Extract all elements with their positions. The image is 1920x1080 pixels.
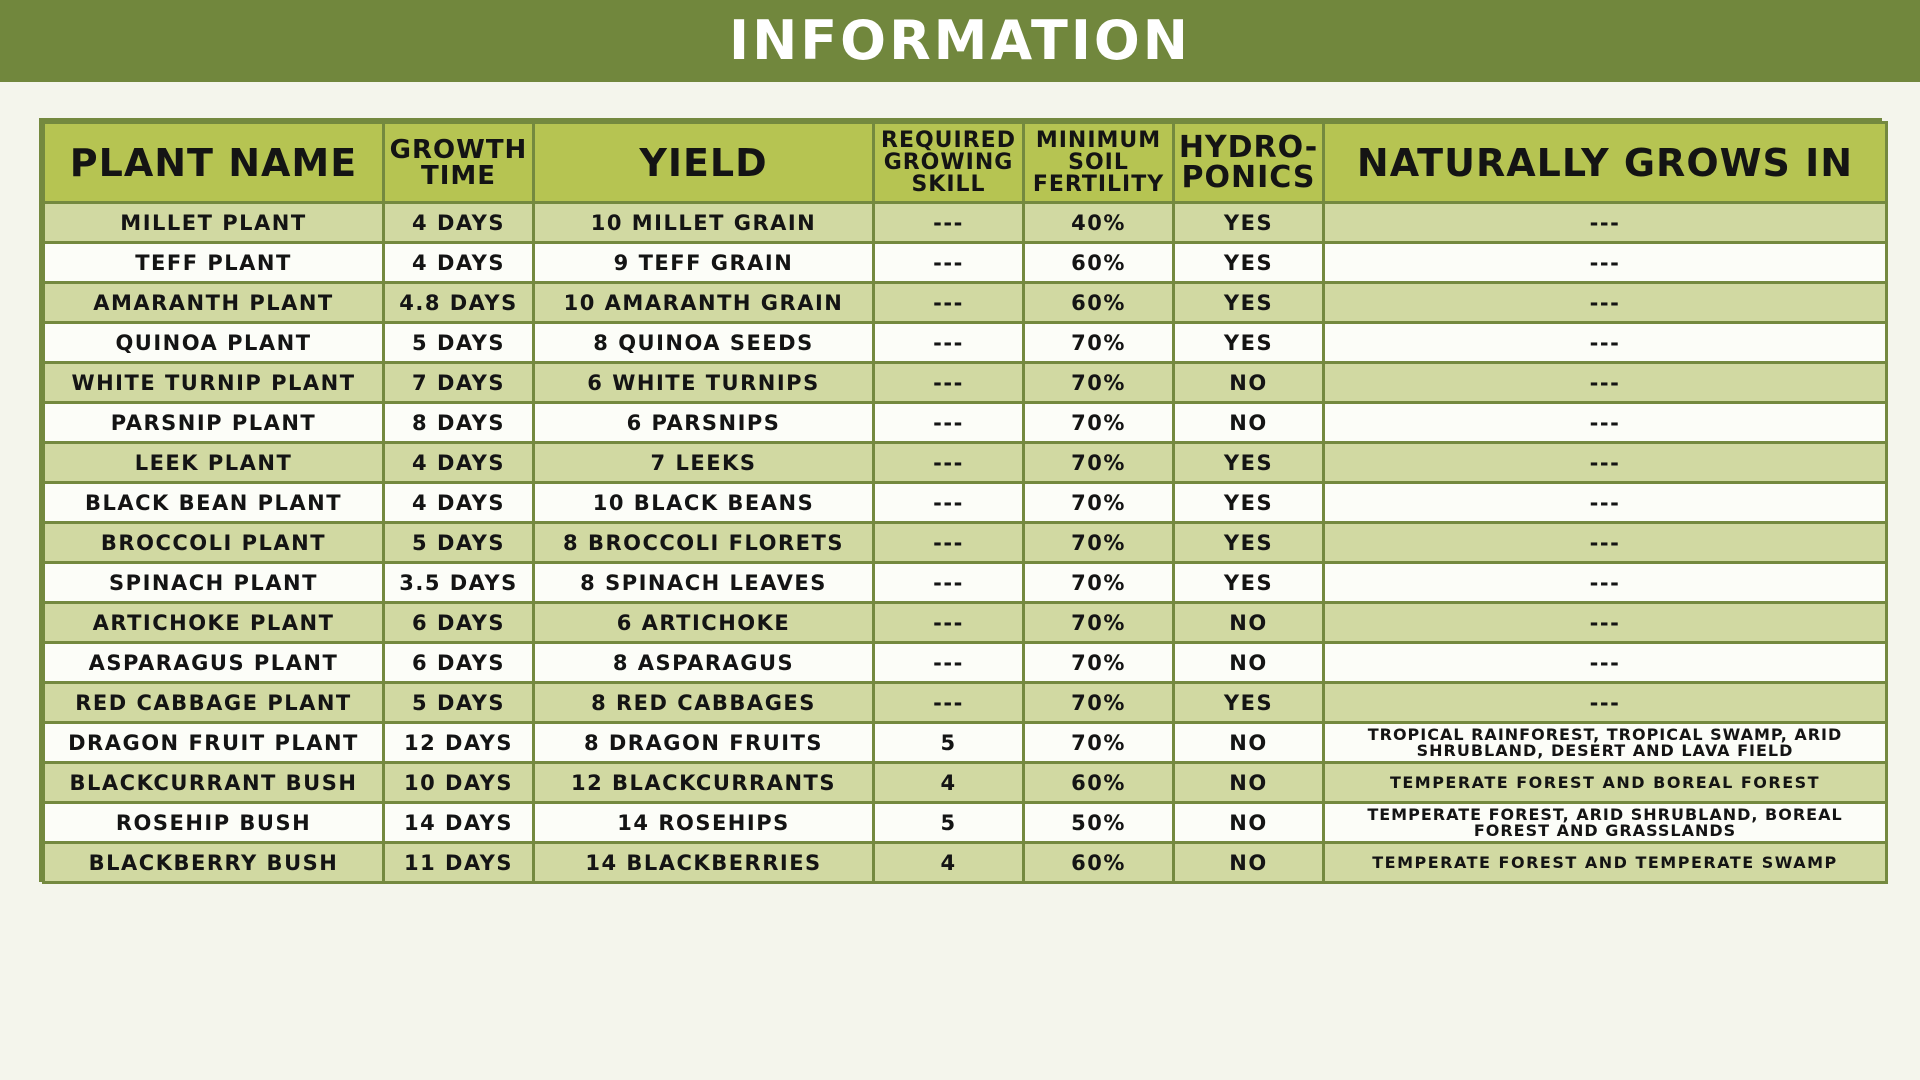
cell-yield: 10 AMARANTH GRAIN xyxy=(534,283,874,323)
cell-required-skill: --- xyxy=(874,323,1024,363)
cell-yield: 7 LEEKS xyxy=(534,443,874,483)
cell-grows-in: --- xyxy=(1324,643,1887,683)
cell-growth-time: 14 DAYS xyxy=(384,803,534,843)
cell-min-fertility: 40% xyxy=(1024,203,1174,243)
cell-min-fertility: 70% xyxy=(1024,603,1174,643)
cell-hydroponics: NO xyxy=(1174,403,1324,443)
cell-grows-in: --- xyxy=(1324,283,1887,323)
cell-grows-in: TROPICAL RAINFOREST, TROPICAL SWAMP, ARID SHRUBLAND, DESERT AND LAVA FIELD xyxy=(1324,723,1887,763)
cell-growth-time: 4 DAYS xyxy=(384,443,534,483)
cell-growth-time: 6 DAYS xyxy=(384,643,534,683)
cell-hydroponics: YES xyxy=(1174,683,1324,723)
cell-min-fertility: 70% xyxy=(1024,563,1174,603)
cell-min-fertility: 70% xyxy=(1024,483,1174,523)
table-row xyxy=(44,603,1887,643)
cell-required-skill: --- xyxy=(874,403,1024,443)
page-title: INFORMATION xyxy=(728,9,1192,72)
cell-yield: 8 BROCCOLI FLORETS xyxy=(534,523,874,563)
cell-hydroponics: NO xyxy=(1174,723,1324,763)
table-row xyxy=(44,443,1887,483)
cell-yield: 6 PARSNIPS xyxy=(534,403,874,443)
cell-yield: 8 ASPARAGUS xyxy=(534,643,874,683)
cell-plant-name: PARSNIP PLANT xyxy=(44,403,384,443)
table-row xyxy=(44,483,1887,523)
cell-growth-time: 7 DAYS xyxy=(384,363,534,403)
cell-growth-time: 10 DAYS xyxy=(384,763,534,803)
cell-yield: 8 DRAGON FRUITS xyxy=(534,723,874,763)
cell-plant-name: ASPARAGUS PLANT xyxy=(44,643,384,683)
cell-hydroponics: YES xyxy=(1174,283,1324,323)
table-row xyxy=(44,403,1887,443)
cell-plant-name: BLACKBERRY BUSH xyxy=(44,843,384,883)
cell-required-skill: --- xyxy=(874,203,1024,243)
cell-required-skill: --- xyxy=(874,643,1024,683)
cell-min-fertility: 70% xyxy=(1024,683,1174,723)
cell-plant-name: WHITE TURNIP PLANT xyxy=(44,363,384,403)
cell-plant-name: LEEK PLANT xyxy=(44,443,384,483)
cell-hydroponics: YES xyxy=(1174,203,1324,243)
cell-min-fertility: 60% xyxy=(1024,243,1174,283)
cell-yield: 8 QUINOA SEEDS xyxy=(534,323,874,363)
plant-info-table xyxy=(42,121,1888,884)
cell-required-skill: 5 xyxy=(874,803,1024,843)
cell-required-skill: --- xyxy=(874,683,1024,723)
cell-growth-time: 4 DAYS xyxy=(384,483,534,523)
cell-growth-time: 6 DAYS xyxy=(384,603,534,643)
cell-min-fertility: 70% xyxy=(1024,443,1174,483)
header-required-skill: REQUIRED GROWING SKILL xyxy=(874,123,1024,203)
cell-hydroponics: YES xyxy=(1174,323,1324,363)
table-row xyxy=(44,723,1887,763)
cell-grows-in: --- xyxy=(1324,563,1887,603)
cell-min-fertility: 60% xyxy=(1024,843,1174,883)
header-hydroponics: HYDRO- PONICS xyxy=(1174,123,1324,203)
cell-growth-time: 5 DAYS xyxy=(384,323,534,363)
cell-hydroponics: NO xyxy=(1174,363,1324,403)
cell-yield: 6 WHITE TURNIPS xyxy=(534,363,874,403)
table-row xyxy=(44,363,1887,403)
header-yield: YIELD xyxy=(534,123,874,203)
cell-grows-in: --- xyxy=(1324,443,1887,483)
table-row xyxy=(44,843,1887,883)
cell-yield: 9 TEFF GRAIN xyxy=(534,243,874,283)
cell-grows-in: --- xyxy=(1324,683,1887,723)
header-grows-in: NATURALLY GROWS IN xyxy=(1324,123,1887,203)
cell-min-fertility: 70% xyxy=(1024,323,1174,363)
cell-growth-time: 3.5 DAYS xyxy=(384,563,534,603)
cell-grows-in: --- xyxy=(1324,523,1887,563)
header-plant-name: PLANT NAME xyxy=(44,123,384,203)
cell-required-skill: 5 xyxy=(874,723,1024,763)
cell-hydroponics: YES xyxy=(1174,523,1324,563)
cell-yield: 6 ARTICHOKE xyxy=(534,603,874,643)
cell-yield: 14 BLACKBERRIES xyxy=(534,843,874,883)
cell-required-skill: --- xyxy=(874,443,1024,483)
cell-required-skill: --- xyxy=(874,483,1024,523)
table-row xyxy=(44,523,1887,563)
cell-yield: 8 RED CABBAGES xyxy=(534,683,874,723)
header-growth-time: GROWTH TIME xyxy=(384,123,534,203)
cell-hydroponics: NO xyxy=(1174,843,1324,883)
cell-plant-name: QUINOA PLANT xyxy=(44,323,384,363)
cell-hydroponics: NO xyxy=(1174,803,1324,843)
cell-plant-name: SPINACH PLANT xyxy=(44,563,384,603)
cell-yield: 10 MILLET GRAIN xyxy=(534,203,874,243)
cell-plant-name: RED CABBAGE PLANT xyxy=(44,683,384,723)
cell-plant-name: ROSEHIP BUSH xyxy=(44,803,384,843)
cell-hydroponics: NO xyxy=(1174,763,1324,803)
cell-required-skill: --- xyxy=(874,243,1024,283)
cell-yield: 12 BLACKCURRANTS xyxy=(534,763,874,803)
table-row xyxy=(44,243,1887,283)
cell-grows-in: TEMPERATE FOREST AND TEMPERATE SWAMP xyxy=(1324,843,1887,883)
cell-required-skill: --- xyxy=(874,283,1024,323)
cell-growth-time: 4 DAYS xyxy=(384,203,534,243)
table-row xyxy=(44,683,1887,723)
cell-grows-in: --- xyxy=(1324,203,1887,243)
cell-grows-in: --- xyxy=(1324,243,1887,283)
cell-min-fertility: 70% xyxy=(1024,363,1174,403)
cell-min-fertility: 70% xyxy=(1024,723,1174,763)
plant-info-table-container xyxy=(39,118,1882,882)
cell-growth-time: 4 DAYS xyxy=(384,243,534,283)
cell-min-fertility: 50% xyxy=(1024,803,1174,843)
cell-yield: 14 ROSEHIPS xyxy=(534,803,874,843)
title-banner xyxy=(0,0,1920,82)
header-min-fertility: MINIMUM SOIL FERTILITY xyxy=(1024,123,1174,203)
cell-required-skill: --- xyxy=(874,563,1024,603)
cell-required-skill: 4 xyxy=(874,843,1024,883)
table-row xyxy=(44,643,1887,683)
cell-min-fertility: 70% xyxy=(1024,643,1174,683)
table-row xyxy=(44,563,1887,603)
cell-required-skill: 4 xyxy=(874,763,1024,803)
cell-growth-time: 5 DAYS xyxy=(384,523,534,563)
cell-grows-in: --- xyxy=(1324,483,1887,523)
cell-growth-time: 4.8 DAYS xyxy=(384,283,534,323)
cell-min-fertility: 70% xyxy=(1024,523,1174,563)
cell-grows-in: --- xyxy=(1324,323,1887,363)
cell-min-fertility: 60% xyxy=(1024,763,1174,803)
cell-hydroponics: YES xyxy=(1174,483,1324,523)
header-row xyxy=(44,123,1887,203)
cell-required-skill: --- xyxy=(874,523,1024,563)
table-body xyxy=(44,203,1887,883)
cell-min-fertility: 60% xyxy=(1024,283,1174,323)
cell-plant-name: ARTICHOKE PLANT xyxy=(44,603,384,643)
cell-hydroponics: NO xyxy=(1174,643,1324,683)
cell-plant-name: TEFF PLANT xyxy=(44,243,384,283)
cell-yield: 8 SPINACH LEAVES xyxy=(534,563,874,603)
cell-grows-in: --- xyxy=(1324,363,1887,403)
table-row xyxy=(44,203,1887,243)
cell-min-fertility: 70% xyxy=(1024,403,1174,443)
cell-hydroponics: YES xyxy=(1174,563,1324,603)
cell-required-skill: --- xyxy=(874,603,1024,643)
cell-grows-in: --- xyxy=(1324,403,1887,443)
cell-yield: 10 BLACK BEANS xyxy=(534,483,874,523)
cell-plant-name: BLACK BEAN PLANT xyxy=(44,483,384,523)
cell-growth-time: 11 DAYS xyxy=(384,843,534,883)
cell-plant-name: MILLET PLANT xyxy=(44,203,384,243)
cell-hydroponics: YES xyxy=(1174,243,1324,283)
cell-grows-in: TEMPERATE FOREST AND BOREAL FOREST xyxy=(1324,763,1887,803)
cell-plant-name: AMARANTH PLANT xyxy=(44,283,384,323)
table-row xyxy=(44,803,1887,843)
table-row xyxy=(44,323,1887,363)
cell-hydroponics: NO xyxy=(1174,603,1324,643)
cell-grows-in: TEMPERATE FOREST, ARID SHRUBLAND, BOREAL FOREST AND GRASSLANDS xyxy=(1324,803,1887,843)
cell-growth-time: 12 DAYS xyxy=(384,723,534,763)
cell-plant-name: DRAGON FRUIT PLANT xyxy=(44,723,384,763)
cell-hydroponics: YES xyxy=(1174,443,1324,483)
table-row xyxy=(44,283,1887,323)
cell-plant-name: BROCCOLI PLANT xyxy=(44,523,384,563)
cell-plant-name: BLACKCURRANT BUSH xyxy=(44,763,384,803)
cell-growth-time: 5 DAYS xyxy=(384,683,534,723)
table-row xyxy=(44,763,1887,803)
cell-required-skill: --- xyxy=(874,363,1024,403)
cell-growth-time: 8 DAYS xyxy=(384,403,534,443)
cell-grows-in: --- xyxy=(1324,603,1887,643)
